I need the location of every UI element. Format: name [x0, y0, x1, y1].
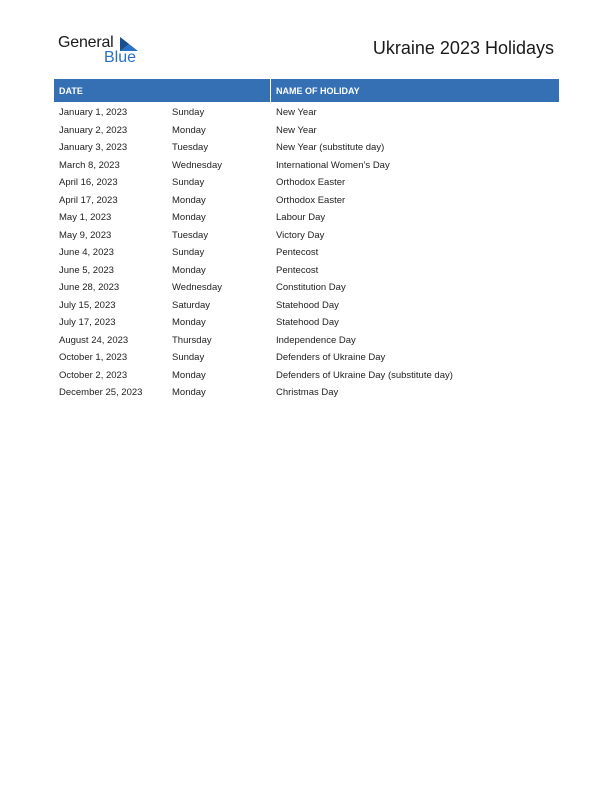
weekday-cell: Saturday	[172, 299, 211, 311]
date-cell: June 28, 2023	[59, 282, 120, 294]
table-row	[54, 314, 559, 332]
holiday-name-cell: International Women’s Day	[276, 159, 390, 171]
table-row	[54, 332, 559, 350]
table-row	[54, 104, 559, 122]
date-cell: May 9, 2023	[59, 229, 112, 241]
date-cell: August 24, 2023	[59, 334, 129, 346]
holiday-name-cell: Independence Day	[276, 334, 356, 346]
weekday-cell: Thursday	[172, 334, 212, 346]
table-row	[54, 157, 559, 175]
holiday-name-cell: Pentecost	[276, 247, 319, 259]
weekday-cell: Tuesday	[172, 229, 209, 241]
table-row	[54, 262, 559, 280]
table-body	[54, 102, 559, 402]
weekday-cell: Monday	[172, 124, 206, 136]
date-cell: July 15, 2023	[59, 299, 116, 311]
weekday-cell: Monday	[172, 317, 206, 329]
logo-text-general: General	[58, 34, 114, 51]
table-row	[54, 367, 559, 385]
date-cell: June 4, 2023	[59, 247, 114, 259]
logo-text-blue: Blue	[104, 49, 137, 66]
table-row	[54, 139, 559, 157]
holiday-name-cell: New Year	[276, 107, 317, 119]
table-row	[54, 174, 559, 192]
date-cell: March 8, 2023	[59, 159, 120, 171]
date-cell: June 5, 2023	[59, 264, 114, 276]
holiday-name-cell: Christmas Day	[276, 387, 339, 399]
holiday-name-cell: Statehood Day	[276, 317, 339, 329]
holiday-name-cell: Labour Day	[276, 212, 326, 224]
weekday-cell: Wednesday	[172, 159, 222, 171]
column-header-holiday-name: NAME OF HOLIDAY	[276, 85, 360, 96]
holiday-name-cell: Pentecost	[276, 264, 319, 276]
weekday-cell: Monday	[172, 369, 206, 381]
weekday-cell: Wednesday	[172, 282, 222, 294]
table-row	[54, 297, 559, 315]
weekday-cell: Monday	[172, 212, 206, 224]
table-row	[54, 227, 559, 245]
weekday-cell: Sunday	[172, 107, 205, 119]
holiday-name-cell: Constitution Day	[276, 282, 346, 294]
holiday-name-cell: Defenders of Ukraine Day (substitute day)	[276, 369, 453, 381]
date-cell: May 1, 2023	[59, 212, 112, 224]
table-row	[54, 279, 559, 297]
holiday-name-cell: Statehood Day	[276, 299, 339, 311]
date-cell: October 1, 2023	[59, 352, 128, 364]
holiday-name-cell: New Year	[276, 124, 317, 136]
holiday-name-cell: Orthodox Easter	[276, 194, 346, 206]
table-header	[54, 79, 559, 102]
holiday-name-cell: Orthodox Easter	[276, 177, 346, 189]
holiday-name-cell: Victory Day	[276, 229, 325, 241]
holiday-name-cell: New Year (substitute day)	[276, 142, 385, 154]
weekday-cell: Monday	[172, 387, 206, 399]
table-row	[54, 192, 559, 210]
date-cell: April 17, 2023	[59, 194, 118, 206]
weekday-cell: Monday	[172, 264, 206, 276]
table-row	[54, 209, 559, 227]
table-row	[54, 384, 559, 402]
table-row	[54, 349, 559, 367]
weekday-cell: Sunday	[172, 177, 205, 189]
weekday-cell: Tuesday	[172, 142, 209, 154]
weekday-cell: Sunday	[172, 352, 205, 364]
table-row	[54, 122, 559, 140]
date-cell: January 1, 2023	[59, 107, 128, 119]
date-cell: April 16, 2023	[59, 177, 118, 189]
generalblue-logo	[58, 34, 148, 68]
date-cell: December 25, 2023	[59, 387, 143, 399]
date-cell: January 2, 2023	[59, 124, 128, 136]
weekday-cell: Sunday	[172, 247, 205, 259]
date-cell: July 17, 2023	[59, 317, 116, 329]
table-row	[54, 244, 559, 262]
holiday-name-cell: Defenders of Ukraine Day	[276, 352, 386, 364]
holiday-table	[54, 79, 559, 402]
column-header-date: DATE	[59, 85, 83, 96]
weekday-cell: Monday	[172, 194, 206, 206]
page-title: Ukraine 2023 Holidays	[372, 38, 554, 58]
date-cell: October 2, 2023	[59, 369, 128, 381]
date-cell: January 3, 2023	[59, 142, 128, 154]
